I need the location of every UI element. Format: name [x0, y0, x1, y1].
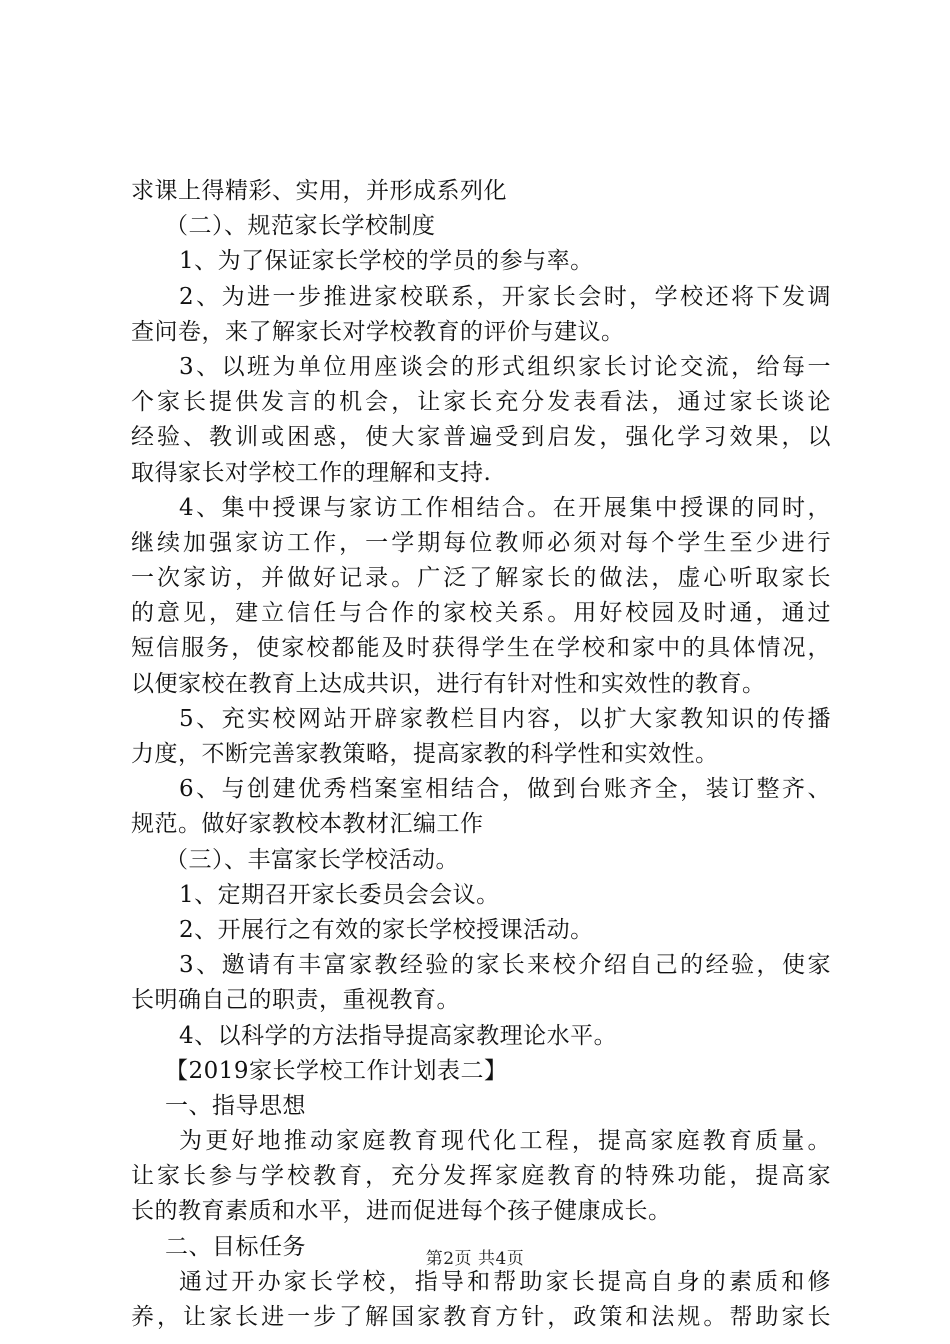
- text-line: 一次家访，并做好记录。广泛了解家长的做法，虚心听取家长: [131, 565, 831, 592]
- list-item: 1、为了保证家长学校的学员的参与率。: [179, 248, 594, 275]
- text-line: 短信服务，使家校都能及时获得学生在学校和家中的具体情况，: [131, 635, 831, 662]
- list-item: 4、集中授课与家访工作相结合。在开展集中授课的同时，: [179, 494, 831, 521]
- text-line: 以便家校在教育上达成共识，进行有针对性和实效性的教育。: [131, 670, 766, 697]
- document-body: [131, 174, 831, 1335]
- text-line: 取得家长对学校工作的理解和支持.: [131, 459, 492, 486]
- list-item: 6、与创建优秀档案室相结合，做到台账齐全，装订整齐、: [179, 776, 831, 803]
- list-item: 5、充实校网站开辟家教栏目内容，以扩大家教知识的传播: [179, 705, 831, 732]
- text-line: 让家长参与学校教育，充分发挥家庭教育的特殊功能，提高家: [131, 1163, 831, 1190]
- text-line: 长明确自己的职责，重视教育。: [131, 987, 460, 1014]
- paragraph-start: 通过开办家长学校，指导和帮助家长提高自身的素质和修: [179, 1268, 831, 1295]
- list-item: 2、为进一步推进家校联系，开家长会时，学校还将下发调: [179, 283, 831, 310]
- page-number-footer: 第2页 共4页: [425, 1249, 525, 1269]
- section-heading: 【2019家长学校工作计划表二】: [165, 1057, 508, 1084]
- text-line: 的意见，建立信任与合作的家校关系。用好校园及时通，通过: [131, 600, 831, 627]
- text-line: 继续加强家访工作，一学期每位教师必须对每个学生至少进行: [131, 529, 831, 556]
- section-heading: 二、目标任务: [165, 1233, 306, 1260]
- list-item: 1、定期召开家长委员会会议。: [179, 881, 500, 908]
- list-item: 3、邀请有丰富家教经验的家长来校介绍自己的经验，使家: [179, 952, 831, 979]
- text-line: 查问卷，来了解家长对学校教育的评价与建议。: [131, 318, 625, 345]
- section-heading: 一、指导思想: [165, 1092, 306, 1119]
- text-line: 求课上得精彩、实用，并形成系列化: [131, 178, 507, 204]
- text-line: 规范。做好家教校本教材汇编工作: [131, 811, 484, 838]
- list-item: 2、开展行之有效的家长学校授课活动。: [179, 916, 594, 943]
- text-line: 养，让家长进一步了解国家教育方针，政策和法规。帮助家长: [131, 1304, 831, 1330]
- list-item: 3、以班为单位用座谈会的形式组织家长讨论交流，给每一: [179, 353, 831, 380]
- paragraph-start: 为更好地推动家庭教育现代化工程，提高家庭教育质量。: [179, 1128, 831, 1155]
- text-line: 经验、教训或困惑，使大家普遍受到启发，强化学习效果，以: [131, 424, 831, 451]
- text-line: 长的教育素质和水平，进而促进每个孩子健康成长。: [131, 1198, 672, 1225]
- text-line: 力度，不断完善家教策略，提高家教的科学性和实效性。: [131, 741, 719, 767]
- section-heading: （二）、规范家长学校制度: [165, 213, 436, 240]
- section-heading: （三）、丰富家长学校活动。: [165, 846, 459, 873]
- list-item: 4、以科学的方法指导提高家教理论水平。: [179, 1022, 618, 1049]
- text-line: 个家长提供发言的机会，让家长充分发表看法，通过家长谈论: [131, 389, 831, 416]
